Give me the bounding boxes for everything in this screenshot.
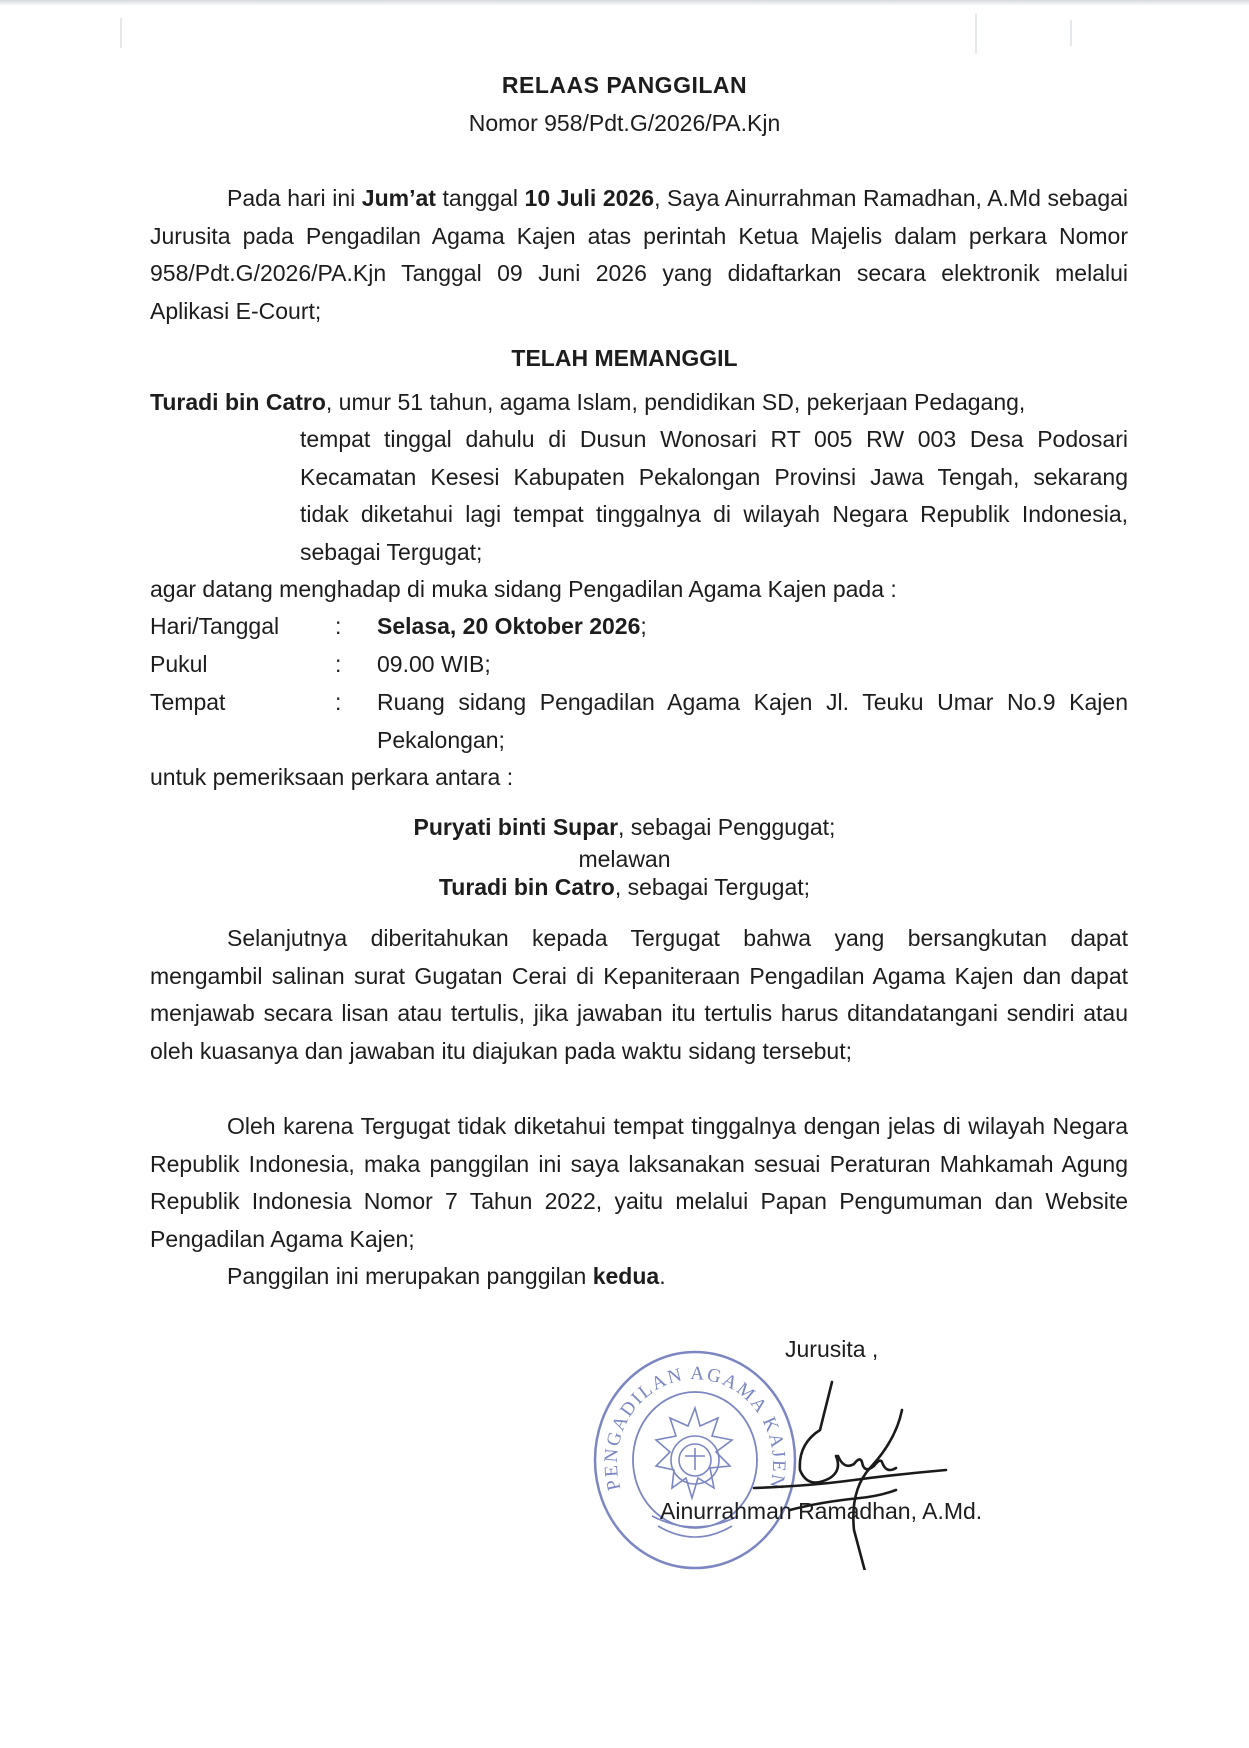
summoned-heading: TELAH MEMANGGIL xyxy=(511,345,738,371)
notice-paragraph-3 xyxy=(150,1258,1128,1296)
defendant-first-line xyxy=(150,384,1128,422)
hearing-date-value: Selasa, 20 Oktober 2026 xyxy=(377,613,641,639)
hearing-value: Ruang sidang Pengadilan Agama Kajen Jl. Teuku Umar No.9 Kajen Pekalongan; xyxy=(377,689,1128,753)
intro-paragraph xyxy=(150,180,1128,330)
case-intro: untuk pemeriksaan perkara antara : xyxy=(150,764,514,790)
hearing-intro: agar datang menghadap di muka sidang Pengadilan Agama Kajen pada : xyxy=(150,576,897,602)
defendant-address: tempat tinggal dahulu di Dusun Wonosari RT 005 RW 003 Desa Podosari Kecamatan Kesesi Kabupaten Pekalongan Provinsi Jawa Tengah, sekarang tidak diketahui lagi tempat tinggalnya di wilayah Negara Republik Indonesia, sebagai Tergugat; xyxy=(300,426,1128,565)
scan-speck xyxy=(1070,20,1072,46)
handwritten-signature xyxy=(750,1370,950,1570)
notice-3-bold: kedua xyxy=(592,1263,660,1289)
plaintiff-role: , sebagai Penggugat; xyxy=(618,814,836,840)
defendant-name: Turadi bin Catro xyxy=(150,389,326,415)
bailiff-name: Ainurrahman Ramadhan, A.Md. xyxy=(660,1498,983,1524)
signature-block xyxy=(600,1330,1120,1610)
seal-text: PENGADILAN AGAMA KAJEN xyxy=(600,1362,790,1493)
hearing-value xyxy=(377,608,1128,646)
notice-3-end: . xyxy=(659,1263,666,1289)
notice-3-text: Panggilan ini merupakan panggilan xyxy=(227,1263,593,1289)
scan-edge xyxy=(0,0,1249,6)
notice-paragraph-2: Oleh karena Tergugat tidak diketahui tempat tinggalnya dengan jelas di wilayah Negara Republik Indonesia, maka panggilan ini saya laksanakan sesuai Peraturan Mahkamah Agung Republik Indonesia Nomor 7 Tahun 2022, yaitu melalui Papan Pengumuman dan Website Pengadilan Agama Kajen; xyxy=(150,1113,1128,1252)
intro-text-1: Pada hari ini xyxy=(227,185,362,211)
defendant-name-2: Turadi bin Catro xyxy=(438,874,615,900)
case-number: Nomor 958/Pdt.G/2026/PA.Kjn xyxy=(468,110,781,136)
signature-label: Jurusita , xyxy=(785,1336,879,1362)
scan-speck xyxy=(120,18,122,48)
intro-text-3: , Saya Ainurrahman Ramadhan, A.Md sebagai Jurusita pada Pengadilan Agama Kajen atas perintah Ketua Majelis dalam perkara Nomor 958/Pdt.G/2026/PA.Kjn Tanggal 09 Juni 2026 yang didaftarkan secara elektronik melalui Aplikasi E-Court; xyxy=(150,185,1129,324)
hearing-label: Tempat xyxy=(150,689,226,715)
hearing-date-suffix: ; xyxy=(640,613,647,639)
hearing-label: Hari/Tanggal xyxy=(150,613,280,639)
defendant-role: , sebagai Tergugat; xyxy=(614,874,811,900)
notice-paragraph-1: Selanjutnya diberitahukan kepada Tergugat bahwa yang bersangkutan dapat mengambil salinan surat Gugatan Cerai di Kepaniteraan Pengadilan Agama Kajen dan dapat menjawab secara lisan atau tertulis, jika jawaban itu tertulis harus ditandatangani sendiri atau oleh kuasanya dan jawaban itu diajukan pada waktu sidang tersebut; xyxy=(150,925,1128,1064)
hearing-value: 09.00 WIB; xyxy=(377,651,491,677)
hearing-label: Pukul xyxy=(150,651,208,677)
plaintiff-line xyxy=(0,814,1249,841)
document-title: RELAAS PANGGILAN xyxy=(501,72,748,98)
hearing-colon: : xyxy=(335,613,342,639)
scan-speck xyxy=(975,14,977,54)
versus-line: melawan xyxy=(578,846,671,872)
hearing-colon: : xyxy=(335,651,342,677)
defendant-details: , umur 51 tahun, agama Islam, pendidikan SD, pekerjaan Pedagang, xyxy=(325,389,1026,415)
defendant-line xyxy=(0,874,1249,901)
hearing-colon: : xyxy=(335,689,342,715)
intro-date: 10 Juli 2026 xyxy=(524,185,655,211)
intro-day: Jum’at xyxy=(361,185,436,211)
intro-text-2: tanggal xyxy=(435,185,525,211)
plaintiff-name: Puryati binti Supar xyxy=(413,814,619,840)
